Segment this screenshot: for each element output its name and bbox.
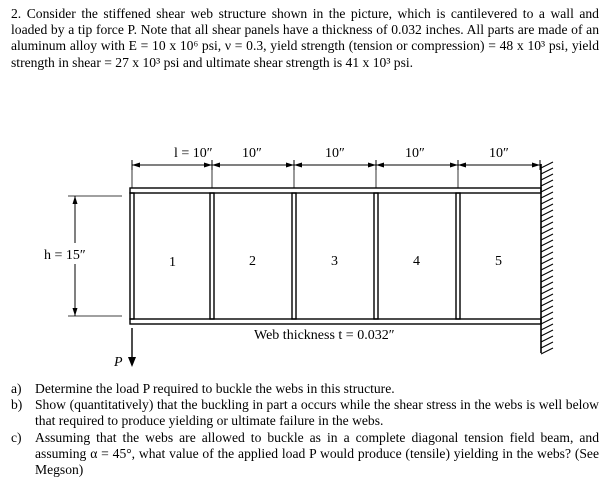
panel-number-2: 2 [249,254,256,269]
top-flange [130,188,541,193]
panel-number-1: 1 [169,255,176,270]
problem-body: Consider the stiffened shear web structure shown in the picture, which is cantilevered to a wall and loaded by a tip force P. Note that all shear panels have a thickness of 0.032 inches. All parts are made of an aluminum alloy with E = 10 x 10⁶ psi, ν = 0.3, yield strength (tension or compression) = 48 x 10³ psi, yield strength in shear = 27 x 10³ psi and ultimate shear strength is 41 x 10³ psi. [11,6,599,70]
bay-label-5: 10″ [489,146,509,161]
question-text: Show (quantitatively) that the buckling in part a occurs while the shear stress in the webs is well below that required to produce yielding or ultimate failure in the webs. [35,397,599,429]
shear-web-figure [0,138,605,378]
question-label: a) [11,381,22,396]
question-label: b) [11,397,23,413]
question-c [11,430,599,479]
question-label: c) [11,429,22,445]
structure-diagram [0,138,605,378]
question-a [11,381,599,397]
problem-statement [11,6,599,71]
bottom-flange [130,319,541,324]
bay-label-4: 10″ [405,146,425,161]
bay-label-1: l = 10″ [174,146,213,161]
load-label: P [114,355,123,370]
extension-lines [132,170,458,188]
problem-number: 2. [11,6,22,21]
panel-number-3: 3 [331,254,338,269]
web-thickness-label: Web thickness t = 0.032″ [254,328,395,343]
load-arrow [128,328,136,367]
question-list [11,381,599,478]
bay-dimension-line [132,160,540,170]
bay-label-2: 10″ [242,146,262,161]
panel-number-4: 4 [413,254,420,269]
panel-number-5: 5 [495,254,502,269]
wall-hatching [541,162,553,354]
height-label: h = 15″ [44,248,86,263]
question-b [11,397,599,429]
bay-label-3: 10″ [325,146,345,161]
question-text: Determine the load P required to buckle the webs in this structure. [35,381,395,396]
stiffeners [130,193,460,319]
problem-text [11,6,599,71]
question-text: Assuming that the webs are allowed to buckle as in a complete diagonal tension field beam, and assuming α = 45°, what value of the applied load P would produce (tensile) yielding in the webs? (See Megson) [35,429,599,478]
